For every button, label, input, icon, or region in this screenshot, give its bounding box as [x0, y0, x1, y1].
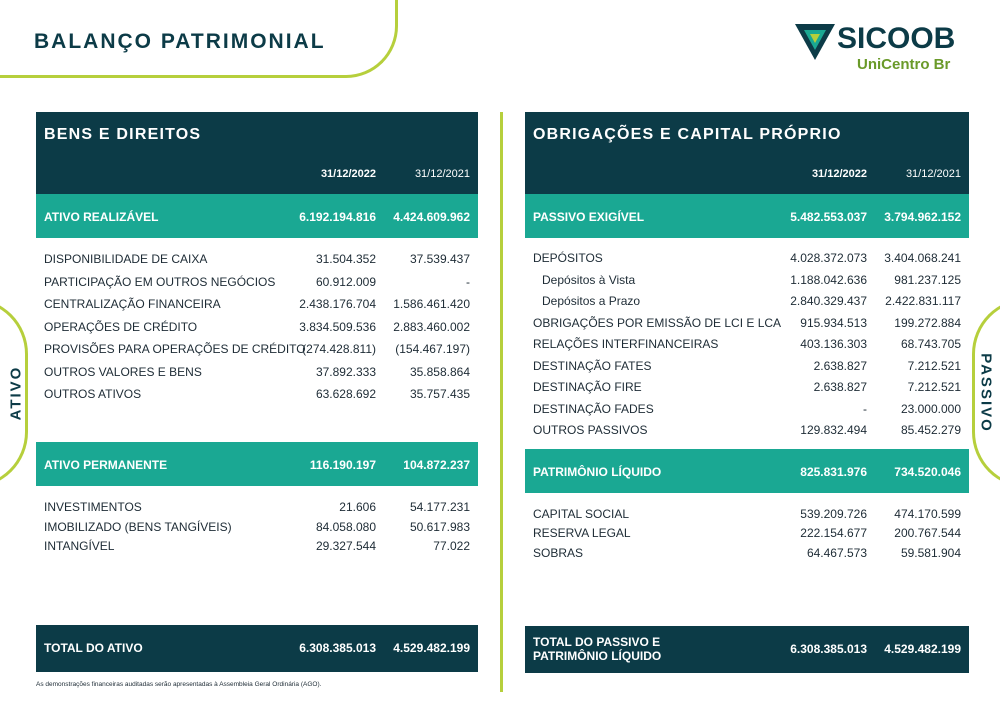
- table-row: [36, 338, 478, 361]
- row-value-2021: 981.237.125: [894, 272, 961, 287]
- total-label: [533, 635, 661, 663]
- row-label: DISPONIBILIDADE DE CAIXA: [44, 252, 208, 266]
- row-value-2022: 222.154.677: [800, 526, 867, 540]
- group-value-2021: 4.424.609.962: [393, 210, 470, 224]
- panel-title: OBRIGAÇÕES E CAPITAL PRÓPRIO: [533, 126, 842, 143]
- center-divider: [500, 112, 503, 692]
- row-label: CENTRALIZAÇÃO FINANCEIRA: [44, 297, 221, 311]
- total-value-2021: 4.529.482.199: [884, 642, 961, 656]
- row-value-2021: 59.581.904: [900, 545, 961, 560]
- table-row: [36, 248, 478, 271]
- group-value-2022: 5.482.553.037: [790, 210, 867, 224]
- table-row: [525, 542, 969, 562]
- row-value-2022: 915.934.513: [800, 315, 867, 330]
- row-value-2022: 3.834.509.536: [299, 319, 376, 334]
- row-value-2021: (154.467.197): [395, 342, 470, 356]
- ativo-permanente-rows: [36, 486, 478, 555]
- table-row: [525, 247, 969, 269]
- group-value-2021: 734.520.046: [894, 464, 961, 479]
- row-value-2022: 21.606: [339, 500, 376, 514]
- date-column-2022: 31/12/2022: [320, 168, 376, 180]
- row-value-2021: 2.883.460.002: [393, 319, 470, 334]
- group-label: ATIVO REALIZÁVEL: [44, 210, 159, 224]
- row-value-2021: 54.177.231: [409, 500, 470, 514]
- bens-e-direitos-panel: [36, 112, 478, 555]
- row-value-2021: 1.586.461.420: [393, 297, 470, 311]
- group-bar-passivo-exigivel: [525, 194, 969, 238]
- table-row: [525, 398, 969, 420]
- group-value-2022: 6.192.194.816: [299, 210, 376, 224]
- table-row: [525, 376, 969, 398]
- row-label: OUTROS VALORES E BENS: [44, 364, 202, 379]
- row-label: SOBRAS: [533, 545, 584, 560]
- row-value-2022: 84.058.080: [315, 519, 376, 534]
- row-value-2021: 68.743.705: [900, 337, 961, 351]
- row-value-2022: 63.628.692: [315, 387, 376, 401]
- total-label: TOTAL DO ATIVO: [44, 641, 143, 655]
- panel-header: [36, 112, 478, 194]
- row-value-2021: 7.212.521: [907, 380, 961, 394]
- group-bar-ativo-permanente: [36, 442, 478, 486]
- total-passivo-bar: [525, 626, 969, 673]
- table-row: [36, 316, 478, 339]
- table-row: [36, 496, 478, 516]
- row-value-2022: -: [863, 401, 867, 416]
- row-label: OUTROS ATIVOS: [44, 387, 142, 401]
- row-value-2022: 2.840.329.437: [790, 294, 867, 308]
- row-label: DESTINAÇÃO FATES: [533, 358, 652, 373]
- passivo-exigivel-rows: [525, 238, 969, 441]
- table-row: [36, 535, 478, 555]
- logo-name: SICOOB: [837, 22, 956, 55]
- row-value-2021: 474.170.599: [894, 506, 961, 521]
- group-value-2021: 3.794.962.152: [884, 210, 961, 224]
- row-label: DEPÓSITOS: [533, 251, 603, 265]
- row-value-2021: 7.212.521: [907, 358, 961, 373]
- passivo-side-label: PASSIVO: [977, 353, 995, 433]
- row-value-2022: 403.136.303: [800, 337, 867, 351]
- row-label: PARTICIPAÇÃO EM OUTROS NEGÓCIOS: [44, 274, 276, 289]
- table-row: [36, 361, 478, 384]
- total-ativo-bar: [36, 625, 478, 672]
- panel-header: [525, 112, 969, 194]
- table-row: [525, 312, 969, 334]
- row-label: OPERAÇÕES DE CRÉDITO: [44, 319, 198, 334]
- row-value-2021: 2.422.831.117: [885, 294, 961, 308]
- table-row: [525, 355, 969, 377]
- row-value-2021: 77.022: [433, 539, 470, 553]
- logo-mark-icon: [795, 22, 835, 62]
- row-value-2022: 4.028.372.073: [790, 251, 867, 265]
- row-label: OBRIGAÇÕES POR EMISSÃO DE LCI E LCA: [533, 315, 782, 330]
- row-label: RELAÇÕES INTERFINANCEIRAS: [533, 337, 719, 351]
- row-value-2021: -: [466, 274, 470, 289]
- group-bar-ativo-realizavel: [36, 194, 478, 238]
- row-label: INTANGÍVEL: [44, 539, 115, 553]
- group-value-2021: 104.872.237: [403, 458, 470, 472]
- table-row: [36, 383, 478, 406]
- row-value-2021: 3.404.068.241: [884, 251, 961, 265]
- table-row: [36, 516, 478, 536]
- row-value-2022: 1.188.042.636: [790, 272, 867, 287]
- row-value-2022: 129.832.494: [800, 423, 867, 437]
- logo-subtitle: UniCentro Br: [857, 56, 951, 73]
- table-row: [525, 290, 969, 312]
- row-label: INVESTIMENTOS: [44, 500, 142, 514]
- row-value-2022: (274.428.811): [302, 342, 376, 356]
- group-label: PATRIMÔNIO LÍQUIDO: [533, 464, 662, 479]
- total-value-2021: 4.529.482.199: [393, 641, 470, 655]
- panel-title: BENS E DIREITOS: [44, 126, 202, 143]
- row-value-2021: 199.272.884: [894, 315, 961, 330]
- sicoob-logo: [795, 18, 970, 78]
- row-value-2022: 2.638.827: [813, 358, 867, 373]
- group-value-2022: 825.831.976: [800, 464, 867, 479]
- row-value-2022: 2.438.176.704: [299, 297, 376, 311]
- ativo-side-label: ATIVO: [7, 365, 25, 421]
- patrimonio-liquido-rows: [525, 493, 969, 562]
- table-row: [525, 333, 969, 355]
- group-label: PASSIVO EXIGÍVEL: [533, 210, 645, 224]
- row-label: Depósitos à Vista: [542, 272, 636, 287]
- row-label: CAPITAL SOCIAL: [533, 506, 630, 521]
- row-value-2021: 23.000.000: [900, 401, 961, 416]
- row-label: RESERVA LEGAL: [533, 526, 631, 540]
- row-value-2022: 37.892.333: [315, 364, 376, 379]
- date-column-2021: 31/12/2021: [905, 168, 961, 180]
- row-value-2021: 35.757.435: [409, 387, 470, 401]
- table-row: [525, 419, 969, 441]
- row-value-2022: 539.209.726: [800, 506, 867, 521]
- row-value-2021: 50.617.983: [409, 519, 470, 534]
- group-label: ATIVO PERMANENTE: [44, 458, 168, 472]
- table-row: [525, 503, 969, 523]
- row-value-2022: 29.327.544: [315, 539, 376, 553]
- date-column-2022: 31/12/2022: [811, 168, 867, 180]
- row-value-2022: 64.467.573: [806, 545, 867, 560]
- ativo-realizavel-rows: [36, 238, 478, 428]
- table-row: [525, 522, 969, 542]
- total-label-line2: PATRIMÔNIO LÍQUIDO: [533, 649, 662, 663]
- footnote: As demonstrações financeiras auditadas serão apresentadas à Assembleia Geral Ordinária (AGO).: [36, 681, 322, 688]
- date-column-2021: 31/12/2021: [414, 168, 470, 180]
- row-label: DESTINAÇÃO FADES: [533, 401, 654, 416]
- table-row: [525, 269, 969, 291]
- total-label-line1: TOTAL DO PASSIVO E: [533, 635, 661, 649]
- row-value-2021: 35.858.864: [409, 364, 470, 379]
- row-label: IMOBILIZADO (BENS TANGÍVEIS): [44, 519, 232, 534]
- row-value-2021: 200.767.544: [894, 526, 961, 540]
- group-value-2022: 116.190.197: [309, 458, 376, 472]
- page-title: BALANÇO PATRIMONIAL: [34, 30, 326, 53]
- row-label: PROVISÕES PARA OPERAÇÕES DE CRÉDITO: [44, 342, 306, 356]
- row-label: Depósitos a Prazo: [542, 294, 641, 308]
- row-value-2022: 60.912.009: [315, 274, 376, 289]
- row-value-2022: 2.638.827: [813, 380, 867, 394]
- table-row: [36, 293, 478, 316]
- group-bar-patrimonio-liquido: [525, 449, 969, 493]
- row-value-2021: 85.452.279: [900, 423, 961, 437]
- obrigacoes-capital-panel: [525, 112, 969, 561]
- total-value-2022: 6.308.385.013: [299, 641, 376, 655]
- row-label: OUTROS PASSIVOS: [533, 423, 648, 437]
- total-value-2022: 6.308.385.013: [790, 642, 867, 656]
- row-value-2022: 31.504.352: [315, 252, 376, 266]
- row-label: DESTINAÇÃO FIRE: [533, 380, 642, 394]
- table-row: [36, 271, 478, 294]
- row-value-2021: 37.539.437: [409, 252, 470, 266]
